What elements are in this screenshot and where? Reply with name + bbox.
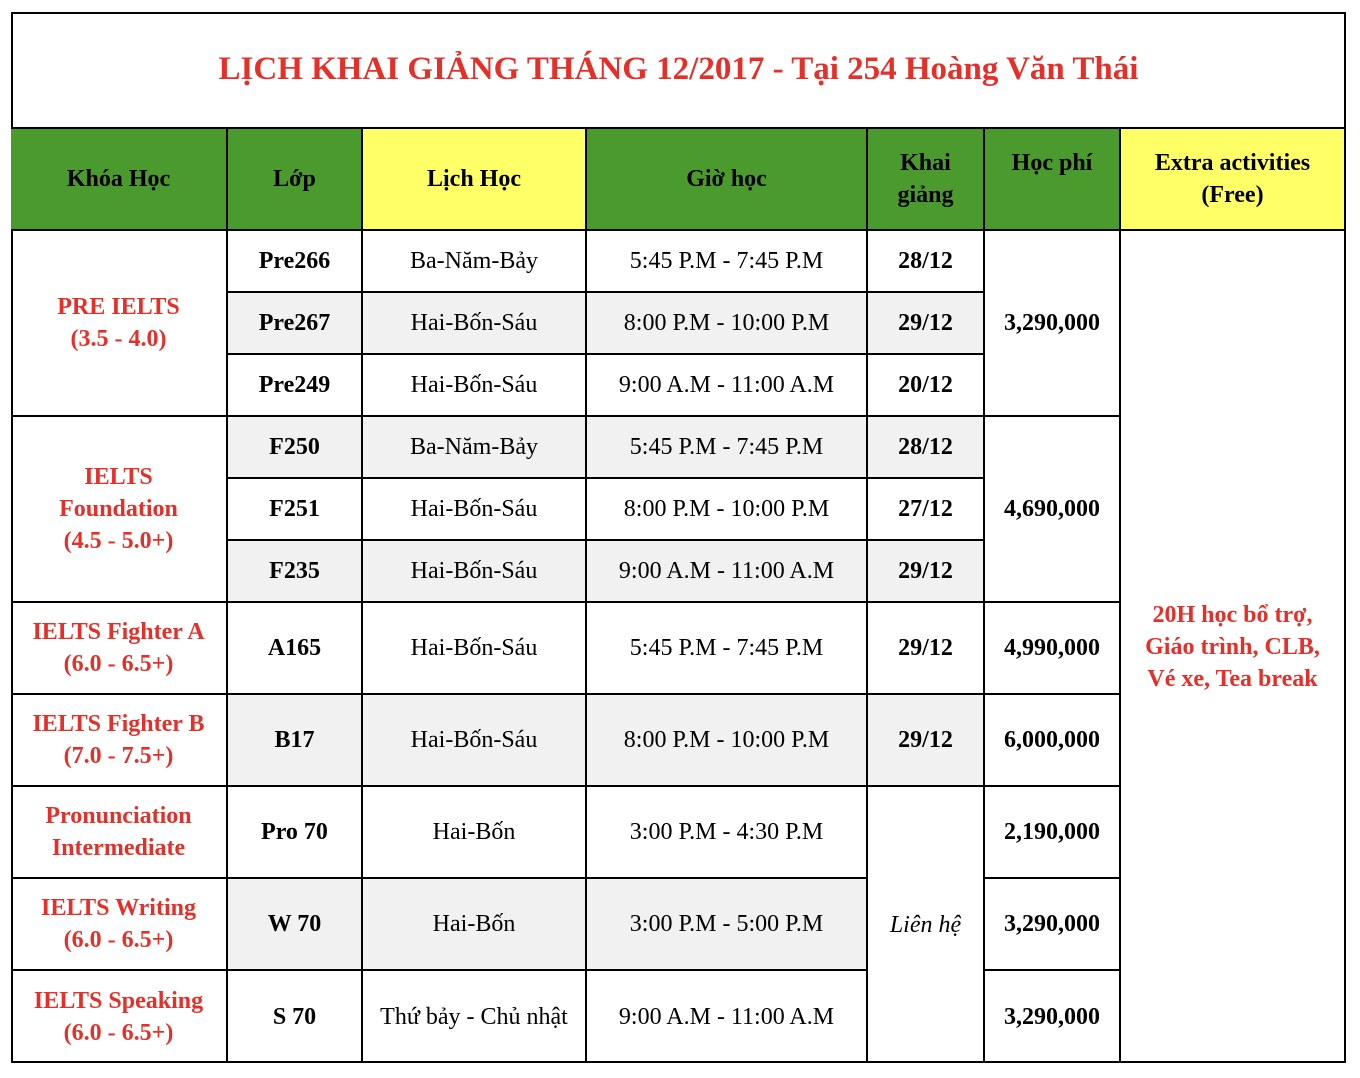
class-code-cell: A165	[228, 603, 363, 695]
opening-date-cell: 28/12	[868, 417, 985, 479]
schedule-cell: Hai-Bốn-Sáu	[363, 479, 587, 541]
fee-cell: 4,690,000	[985, 417, 1121, 603]
schedule-cell: Hai-Bốn-Sáu	[363, 355, 587, 417]
opening-date-cell: 27/12	[868, 479, 985, 541]
header-class: Lớp	[228, 129, 363, 231]
fee-cell: 4,990,000	[985, 603, 1121, 695]
course-name-cell: IELTS Fighter A (6.0 - 6.5+)	[11, 603, 228, 695]
time-cell: 9:00 A.M - 11:00 A.M	[587, 541, 868, 603]
time-cell: 5:45 P.M - 7:45 P.M	[587, 231, 868, 293]
schedule-cell: Ba-Năm-Bảy	[363, 417, 587, 479]
time-cell: 9:00 A.M - 11:00 A.M	[587, 971, 868, 1063]
schedule-cell: Ba-Năm-Bảy	[363, 231, 587, 293]
header-schedule: Lịch Học	[363, 129, 587, 231]
class-code-cell: W 70	[228, 879, 363, 971]
opening-date-cell: 29/12	[868, 541, 985, 603]
schedule-cell: Hai-Bốn-Sáu	[363, 293, 587, 355]
fee-cell: 2,190,000	[985, 787, 1121, 879]
class-code-cell: B17	[228, 695, 363, 787]
time-cell: 8:00 P.M - 10:00 P.M	[587, 479, 868, 541]
schedule-cell: Thứ bảy - Chủ nhật	[363, 971, 587, 1063]
class-code-cell: Pre266	[228, 231, 363, 293]
opening-date-cell: 29/12	[868, 695, 985, 787]
time-cell: 8:00 P.M - 10:00 P.M	[587, 293, 868, 355]
time-cell: 5:45 P.M - 7:45 P.M	[587, 603, 868, 695]
header-time: Giờ học	[587, 129, 868, 231]
time-cell: 3:00 P.M - 4:30 P.M	[587, 787, 868, 879]
class-code-cell: F250	[228, 417, 363, 479]
header-opening: Khai giảng	[868, 129, 985, 231]
header-extra: Extra activities (Free)	[1121, 129, 1344, 231]
extra-activities-cell: 20H học bổ trợ, Giáo trình, CLB, Vé xe, Tea break	[1145, 602, 1320, 692]
fee-cell: 6,000,000	[985, 695, 1121, 787]
course-name-cell: IELTS Speaking (6.0 - 6.5+)	[11, 971, 228, 1063]
fee-cell: 3,290,000	[985, 231, 1121, 417]
opening-date-cell: 29/12	[868, 293, 985, 355]
header-fee: Học phí	[985, 129, 1121, 231]
opening-date-cell: 29/12	[868, 603, 985, 695]
course-name-cell: Pronunciation Intermediate	[11, 787, 228, 879]
schedule-cell: Hai-Bốn	[363, 787, 587, 879]
class-code-cell: S 70	[228, 971, 363, 1063]
fee-cell: 3,290,000	[985, 879, 1121, 971]
opening-date-cell: 20/12	[868, 355, 985, 417]
time-cell: 5:45 P.M - 7:45 P.M	[587, 417, 868, 479]
time-cell: 3:00 P.M - 5:00 P.M	[587, 879, 868, 971]
course-name-cell: IELTS Writing (6.0 - 6.5+)	[11, 879, 228, 971]
opening-contact-cell: Liên hệ	[868, 787, 985, 1063]
header-course: Khóa Học	[11, 129, 228, 231]
opening-date-cell: 28/12	[868, 231, 985, 293]
schedule-cell: Hai-Bốn-Sáu	[363, 695, 587, 787]
course-name-cell: IELTS Foundation (4.5 - 5.0+)	[11, 417, 228, 603]
fee-cell: 3,290,000	[985, 971, 1121, 1063]
class-code-cell: Pre249	[228, 355, 363, 417]
course-name-cell: PRE IELTS (3.5 - 4.0)	[11, 231, 228, 417]
time-cell: 8:00 P.M - 10:00 P.M	[587, 695, 868, 787]
schedule-cell: Hai-Bốn-Sáu	[363, 603, 587, 695]
schedule-cell: Hai-Bốn	[363, 879, 587, 971]
page-title: LỊCH KHAI GIẢNG THÁNG 12/2017 - Tại 254 Hoàng Văn Thái	[11, 12, 1346, 129]
class-code-cell: Pro 70	[228, 787, 363, 879]
class-code-cell: F235	[228, 541, 363, 603]
class-code-cell: Pre267	[228, 293, 363, 355]
class-code-cell: F251	[228, 479, 363, 541]
schedule-cell: Hai-Bốn-Sáu	[363, 541, 587, 603]
time-cell: 9:00 A.M - 11:00 A.M	[587, 355, 868, 417]
course-name-cell: IELTS Fighter B (7.0 - 7.5+)	[11, 695, 228, 787]
